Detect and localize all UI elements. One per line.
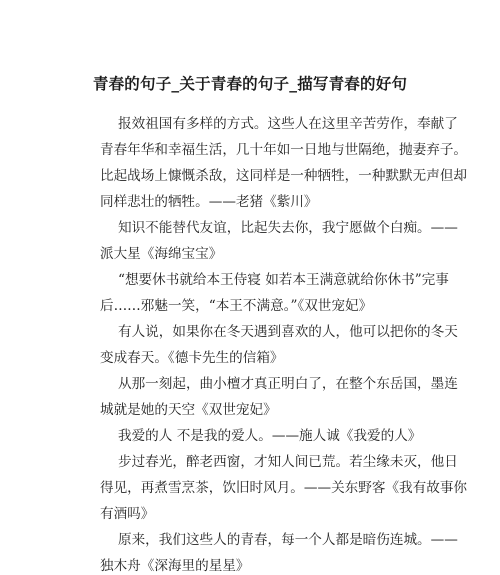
paragraph-line: 知识不能替代友谊，比起失去你，我宁愿做个白痴。——: [118, 220, 458, 236]
paragraph-line: 比起战场上慷慨杀敌，这同样是一种牺牲，一种默默无声但却: [100, 168, 468, 184]
paragraph-line: 变成春天。《德卡先生的信箱》: [100, 350, 284, 366]
paragraph-line: 原来，我们这些人的青春，每一个人都是暗伤连城。——: [118, 532, 458, 548]
paragraph-line: 有人说，如果你在冬天遇到喜欢的人，他可以把你的冬天: [118, 324, 458, 340]
paragraph-line: 得见，再煮雪烹茶，饮旧时风月。——关东野客《我有故事你: [100, 480, 468, 496]
page-title: 青春的句子_关于青春的句子_描写青春的好句: [92, 75, 408, 93]
paragraph-line: 同样悲壮的牺牲。——老猪《紫川》: [100, 194, 318, 210]
paragraph-line: 派大星《海绵宝宝》: [100, 246, 223, 262]
paragraph-line: 青春年华和幸福生活，几十年如一日地与世隔绝，抛妻弃子。: [100, 142, 468, 158]
paragraph-line: 后……邪魅一笑，“本王不满意。”《双世宠妃》: [100, 298, 373, 314]
paragraph-line: 独木舟《深海里的星星》: [100, 558, 250, 574]
paragraph-line: 报效祖国有多样的方式。这些人在这里辛苦劳作，奉献了: [118, 116, 458, 132]
paragraph-line: 我爱的人 不是我的爱人。——施人诚《我爱的人》: [118, 428, 422, 444]
paragraph-line: 从那一刻起，曲小檀才真正明白了，在整个东岳国，墨连: [118, 376, 458, 392]
paragraph-line: “想要休书就给本王侍寝 如若本王满意就给你休书”完事: [118, 272, 449, 288]
paragraph-line: 步过春光，醉老西窗，才知人间已荒。若尘缘未灭，他日: [118, 454, 458, 470]
paragraph-line: 有酒吗》: [100, 506, 155, 522]
paragraph-line: 城就是她的天空《双世宠妃》: [100, 402, 277, 418]
